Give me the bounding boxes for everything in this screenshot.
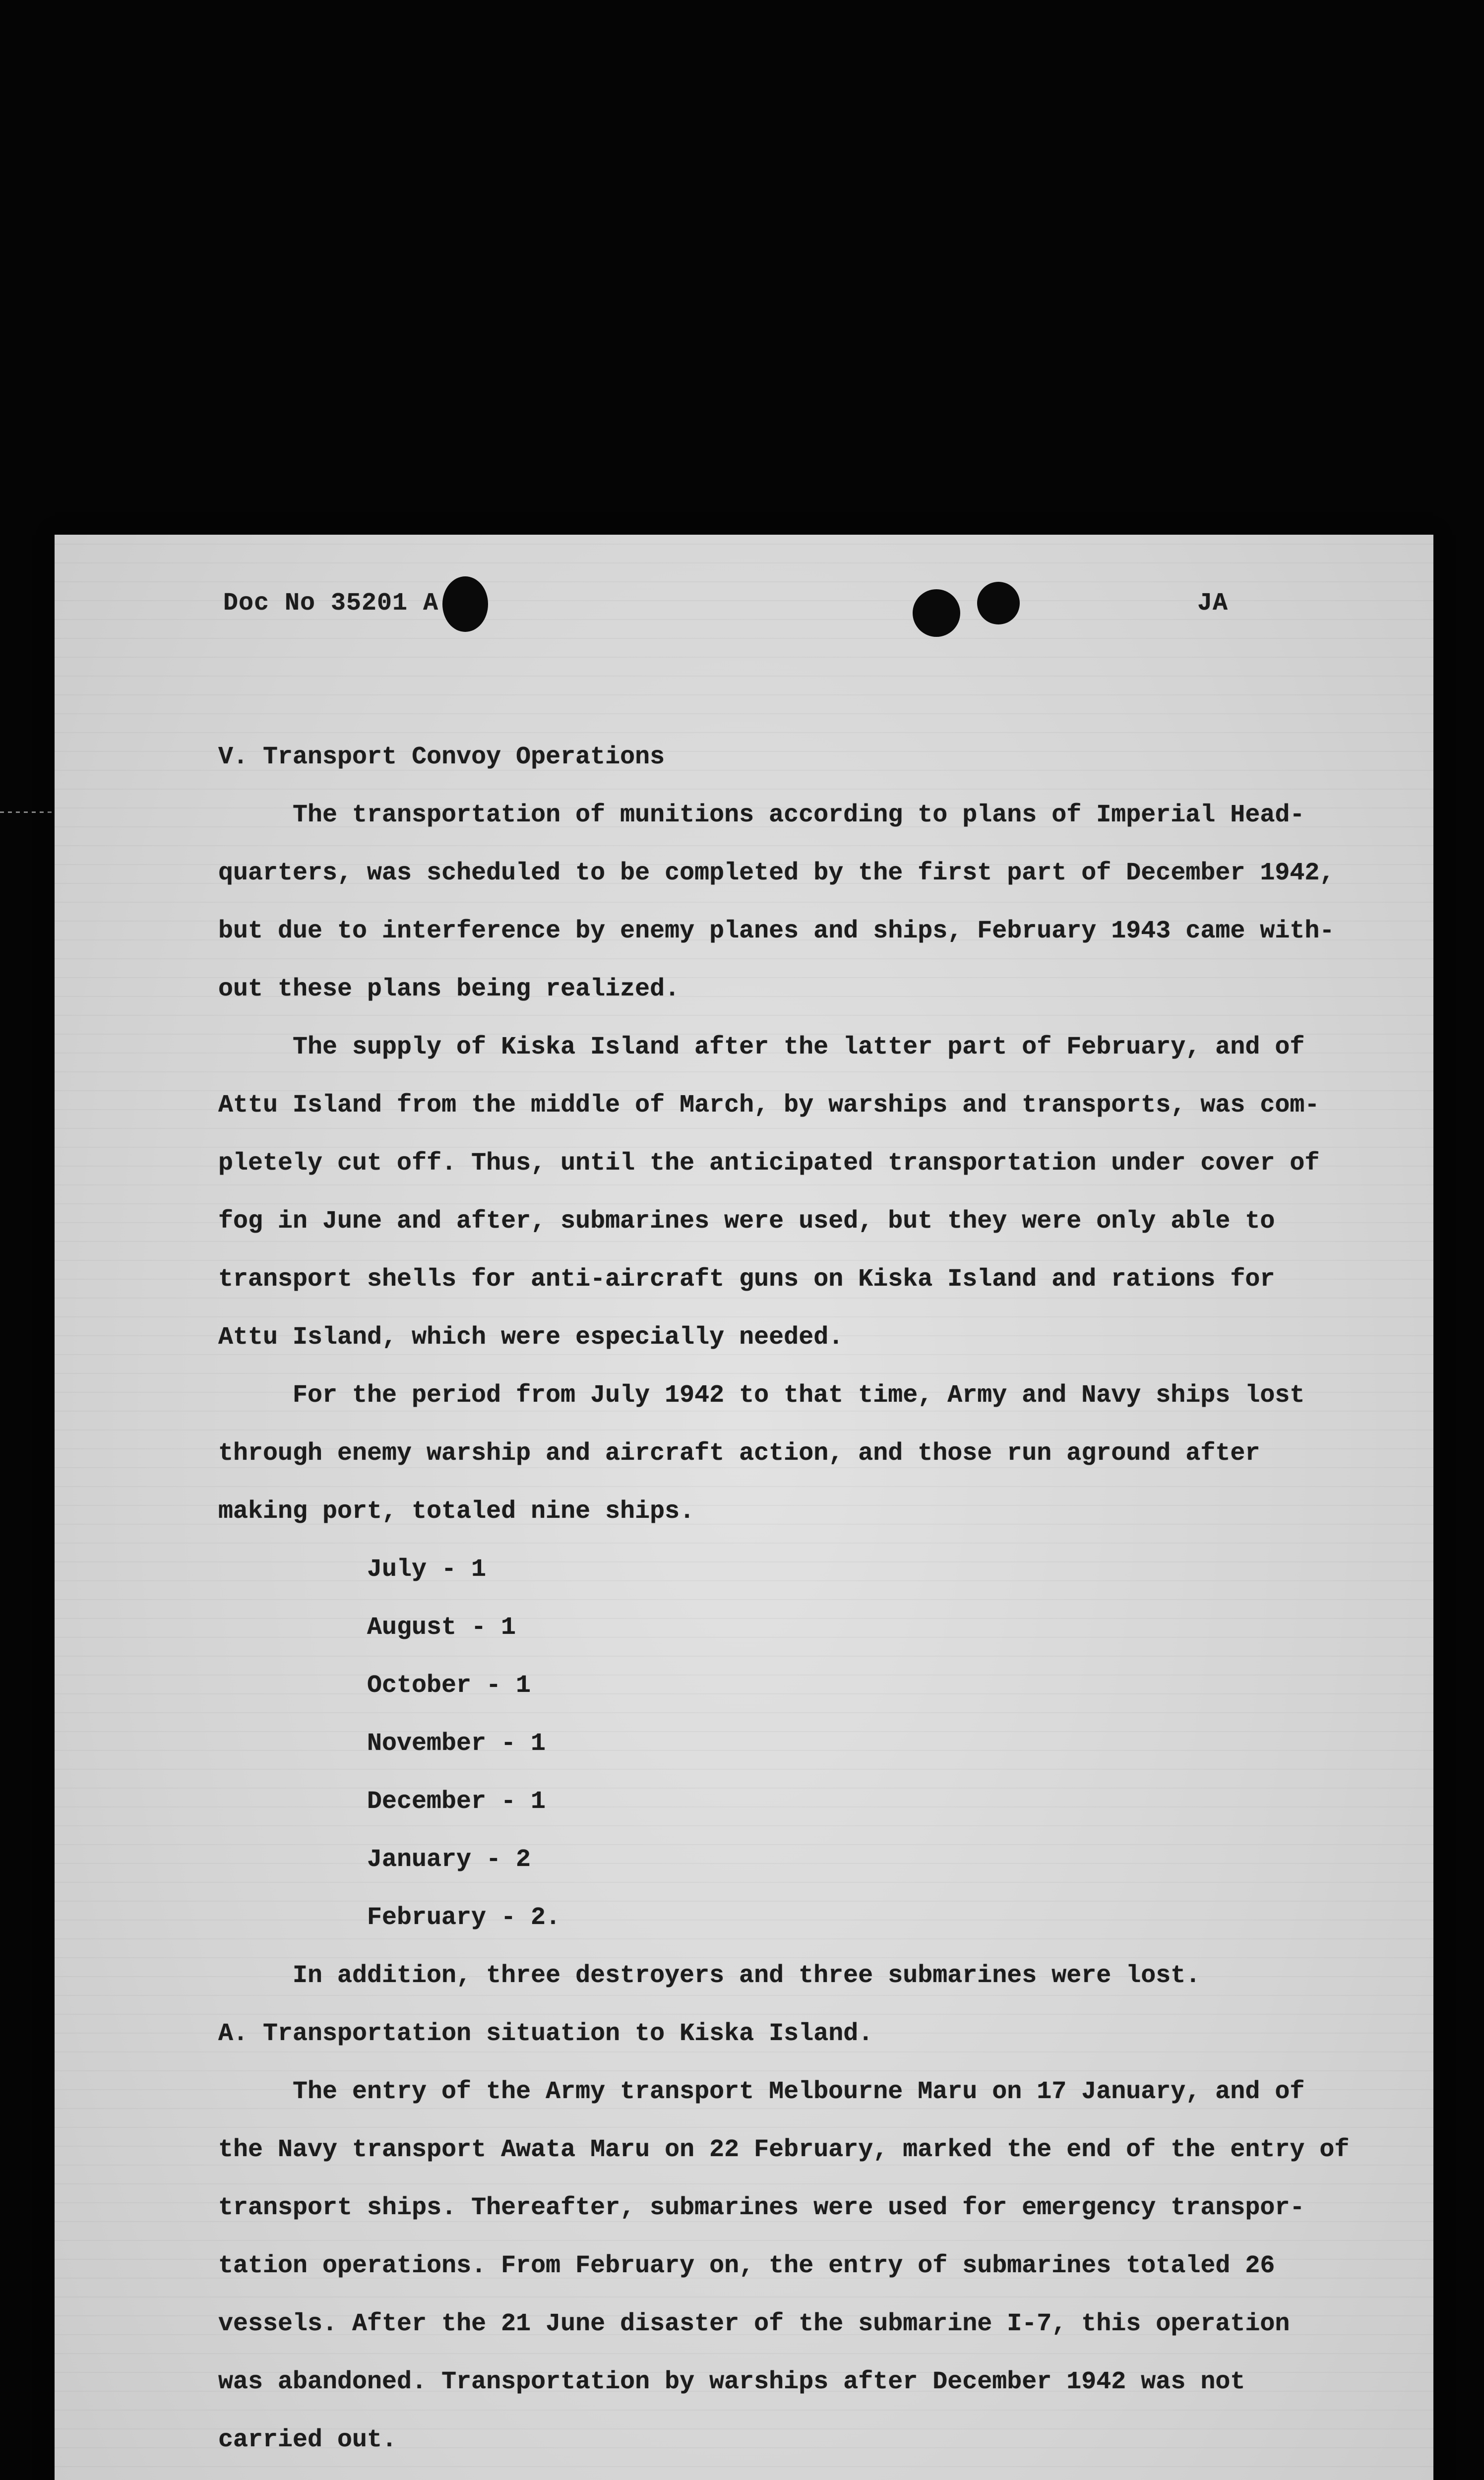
subsection-b-heading [218,2469,1354,2480]
paragraph-line: Attu Island, which were especially needed. [218,1323,844,1352]
loss-list-item: February - 2. [367,1904,561,1932]
loss-list-item: December - 1 [367,1788,546,1816]
paragraph-line: vessels. After the 21 June disaster of the submarine I-7, this operation [218,2310,1290,2338]
paragraph-line: The entry of the Army transport Melbourne Maru on 17 January, and of [293,2078,1305,2106]
paragraph-line: carried out. [218,2426,397,2454]
margin-mark [0,811,55,813]
paragraph-line: In addition, three destroyers and three submarines were lost. [293,1962,1201,1990]
paragraph-line: making port, totaled nine ships. [218,1497,695,1526]
paragraph-line: fog in June and after, submarines were used, but they were only able to [218,1207,1275,1236]
subsection-a-heading: A. Transportation situation to Kiska Island. [218,2020,873,2048]
section-heading: V. Transport Convoy Operations [218,743,665,771]
document-page [55,535,1433,2480]
paragraph-line: For the period from July 1942 to that time, Army and Navy ships lost [293,1381,1305,1410]
paragraph-line: transport ships. Thereafter, submarines were used for emergency transpor- [218,2194,1305,2222]
loss-list-item: January - 2 [367,1846,531,1874]
loss-list-item: November - 1 [367,1730,546,1758]
paragraph-line: quarters, was scheduled to be completed by the first part of December 1942, [218,859,1335,887]
document-number: Doc No 35201 A [223,589,439,618]
loss-list-item: October - 1 [367,1672,531,1700]
punch-hole [913,589,960,637]
document-code: JA [1197,589,1229,618]
loss-list-item: July - 1 [367,1555,487,1584]
document-body [218,728,1354,2480]
punch-hole [442,576,488,632]
paragraph-line: was abandoned. Transportation by warships after December 1942 was not [218,2368,1245,2396]
paragraph-line: pletely cut off. Thus, until the anticipated transportation under cover of [218,1149,1320,1178]
paragraph-line: the Navy transport Awata Maru on 22 February, marked the end of the entry of [218,2136,1350,2164]
paragraph-line: but due to interference by enemy planes and ships, February 1943 came with- [218,917,1335,945]
paragraph-line: through enemy warship and aircraft action, and those run aground after [218,1439,1260,1468]
paragraph-line: Attu Island from the middle of March, by warships and transports, was com- [218,1091,1320,1119]
paragraph-line: The supply of Kiska Island after the latter part of February, and of [293,1033,1305,1061]
paragraph-line: out these plans being realized. [218,975,680,1003]
paragraph-line: transport shells for anti-aircraft guns on Kiska Island and rations for [218,1265,1275,1294]
paragraph-line: The transportation of munitions according to plans of Imperial Head- [293,801,1305,829]
paragraph-line: tation operations. From February on, the entry of submarines totaled 26 [218,2252,1275,2280]
punch-hole [977,582,1020,624]
loss-list-item: August - 1 [367,1613,516,1642]
